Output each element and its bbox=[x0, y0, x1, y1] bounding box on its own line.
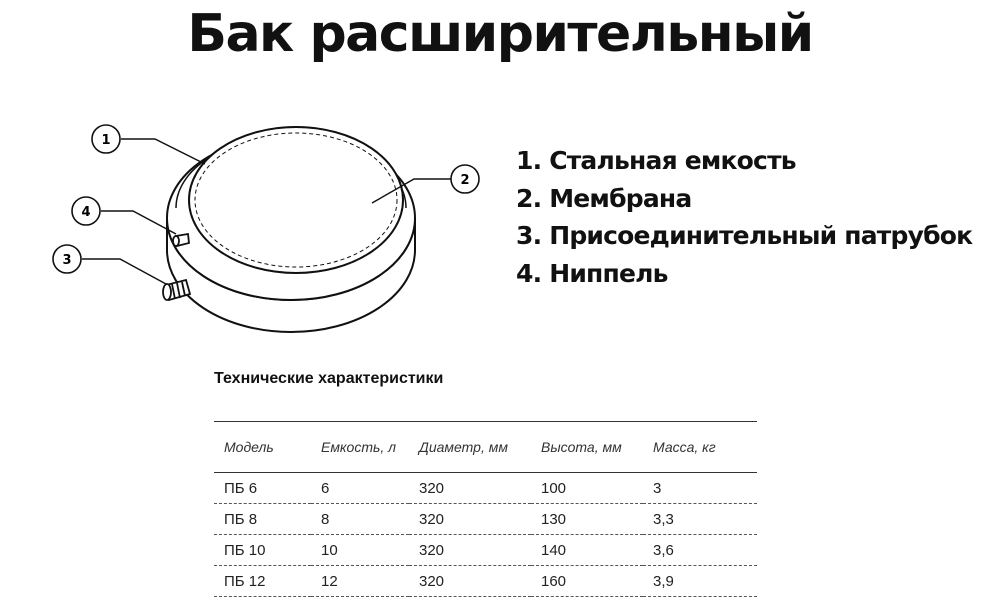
cell-height: 140 bbox=[541, 541, 567, 559]
callout-4 bbox=[72, 197, 100, 225]
cell-model: ПБ 8 bbox=[224, 510, 258, 528]
column-header-capacity: Емкость, л bbox=[321, 439, 397, 455]
cell-diameter: 320 bbox=[419, 541, 445, 559]
cell-capacity: 10 bbox=[321, 541, 338, 559]
column-header-mass: Масса, кг bbox=[653, 439, 716, 455]
nipple bbox=[173, 234, 189, 246]
cell-mass: 3 bbox=[653, 479, 662, 497]
callout-2 bbox=[451, 165, 479, 193]
legend-item-nipple: 4. Ниппель bbox=[516, 258, 668, 288]
specs-table bbox=[214, 421, 757, 597]
cell-height: 130 bbox=[541, 510, 567, 528]
cell-height: 100 bbox=[541, 479, 567, 497]
table-row bbox=[214, 535, 757, 566]
connection-pipe bbox=[163, 280, 190, 300]
cell-diameter: 320 bbox=[419, 510, 445, 528]
legend-item-membrane: 2. Мембрана bbox=[516, 183, 692, 213]
cell-model: ПБ 10 bbox=[224, 541, 266, 559]
column-header-model: Модель bbox=[224, 439, 274, 455]
specs-title: Технические характеристики bbox=[214, 370, 444, 387]
callout-3 bbox=[53, 245, 81, 273]
cell-mass: 3,6 bbox=[653, 541, 674, 559]
cell-diameter: 320 bbox=[419, 479, 445, 497]
cell-capacity: 12 bbox=[321, 572, 338, 590]
svg-text:2: 2 bbox=[460, 173, 470, 188]
cell-capacity: 6 bbox=[321, 479, 330, 497]
membrane bbox=[189, 127, 403, 273]
cell-model: ПБ 12 bbox=[224, 572, 266, 590]
legend-item-steel-tank: 1. Стальная емкость bbox=[516, 146, 796, 175]
cell-mass: 3,9 bbox=[653, 572, 674, 590]
cell-diameter: 320 bbox=[419, 572, 445, 590]
page-title: Бак расширительный bbox=[187, 4, 813, 64]
table-row bbox=[214, 504, 757, 535]
expansion-tank-drawing bbox=[50, 115, 490, 345]
cell-mass: 3,3 bbox=[653, 510, 674, 528]
column-header-diameter: Диаметр, мм bbox=[419, 439, 508, 455]
column-header-height: Высота, мм bbox=[541, 439, 622, 455]
legend-item-connection-pipe: 3. Присоединительный патрубок bbox=[516, 221, 973, 250]
callout-1 bbox=[92, 125, 120, 153]
table-row bbox=[214, 566, 757, 597]
svg-text:4: 4 bbox=[81, 205, 91, 220]
svg-text:1: 1 bbox=[101, 133, 111, 148]
cell-height: 160 bbox=[541, 572, 567, 590]
table-row bbox=[214, 473, 757, 504]
cell-model: ПБ 6 bbox=[224, 479, 258, 497]
parts-legend bbox=[516, 142, 972, 292]
svg-text:3: 3 bbox=[62, 253, 72, 268]
table-header-row bbox=[214, 422, 757, 473]
cell-capacity: 8 bbox=[321, 510, 330, 528]
